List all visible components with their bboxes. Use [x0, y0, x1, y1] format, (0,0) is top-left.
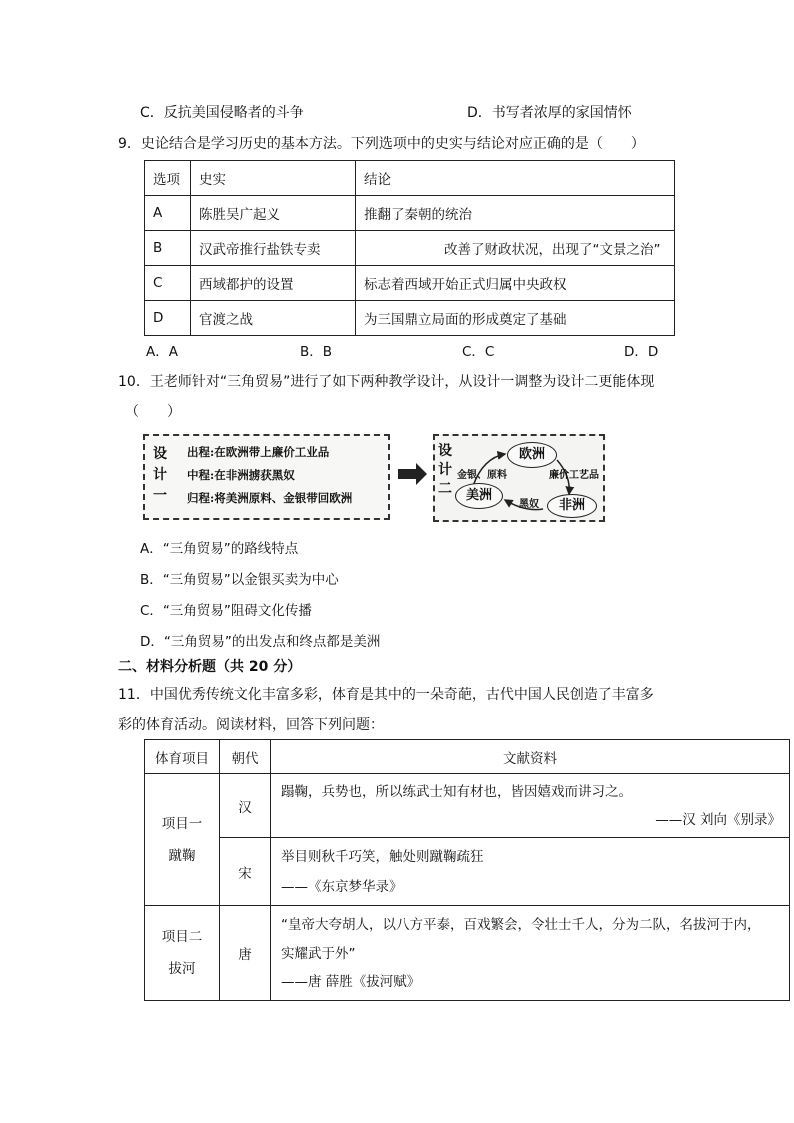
cell-fact: 西域都护的设置: [191, 266, 356, 301]
literature-han: [271, 774, 790, 838]
cell-option: C: [145, 266, 191, 301]
right-arrow-icon: [398, 469, 416, 479]
cell-fact: 陈胜吴广起义: [191, 196, 356, 231]
choice-d: D．“三角贸易”的出发点和终点都是美洲: [140, 634, 381, 650]
question-9-stem: 9．史论结合是学习历史的基本方法。下列选项中的史实与结论对应正确的是（ ）: [118, 136, 645, 152]
literature-source: ——汉 刘向《别录》: [655, 811, 781, 828]
header-conclusion: 结论: [356, 161, 675, 196]
literature-tang: [271, 906, 790, 1001]
question-9-table: [144, 160, 675, 336]
question-11-table: [144, 739, 790, 1001]
node-europe: 欧洲: [507, 442, 557, 468]
question-10-blank: （ ）: [125, 404, 181, 420]
option-b: B．B: [300, 344, 333, 360]
table-row: [145, 301, 675, 336]
dynasty-song: 宋: [220, 838, 271, 906]
node-america: 美洲: [455, 483, 503, 509]
design-two-box: [433, 434, 605, 522]
edge-label: 廉价工艺品: [549, 470, 599, 481]
dynasty-tang: 唐: [220, 906, 271, 1001]
question-10-stem: 10．王老师针对“三角贸易”进行了如下两种教学设计，从设计一调整为设计二更能体现: [118, 374, 655, 390]
literature-song: [271, 838, 790, 906]
header-fact: 史实: [191, 161, 356, 196]
cell-option: B: [145, 231, 191, 266]
header-literature: 文献资料: [271, 740, 790, 774]
table-row: [145, 231, 675, 266]
item-label: 项目二: [161, 929, 203, 945]
edge-label: 黑奴: [519, 499, 539, 510]
design-two-label: 设计二: [438, 443, 452, 497]
question-11-stem-cont: 彩的体育活动。阅读材料，回答下列问题：: [118, 717, 384, 733]
design-one-box: [143, 434, 390, 520]
table-row: [145, 774, 790, 838]
item-label: 项目一: [161, 815, 203, 832]
option-d: D．书写者浓厚的家国情怀: [467, 105, 632, 121]
item-name: 蹴鞠: [168, 847, 196, 864]
table-row: [145, 906, 790, 1001]
table-header-row: [145, 740, 790, 774]
question-11-stem: 11．中国优秀传统文化丰富多彩，体育是其中的一朵奇葩，古代中国人民创造了丰富多: [118, 687, 654, 703]
header-option: 选项: [145, 161, 191, 196]
cell-option: D: [145, 301, 191, 336]
design-one-row: 出程:在欧洲带上廉价工业品: [187, 445, 330, 459]
header-sport: 体育项目: [145, 740, 220, 774]
item-cuju: [145, 774, 220, 906]
table-header-row: [145, 161, 675, 196]
header-dynasty: 朝代: [220, 740, 271, 774]
item-name: 拔河: [168, 961, 196, 977]
cell-fact: 官渡之战: [191, 301, 356, 336]
cell-conclusion: 改善了财政状况，出现了“文景之治”: [356, 231, 675, 266]
cell-conclusion: 推翻了秦朝的统治: [356, 196, 675, 231]
question-9-options: [146, 340, 666, 360]
literature-text: 蹋鞠，兵势也，所以练武士知有材也，皆因嬉戏而讲习之。: [281, 783, 632, 800]
design-one-label: 设计一: [153, 446, 167, 504]
table-row: [145, 266, 675, 301]
design-one-row: 归程:将美洲原料、金银带回欧洲: [187, 491, 353, 505]
item-tug-of-war: [145, 906, 220, 1001]
choice-b: B．“三角贸易”以金银买卖为中心: [140, 572, 339, 588]
design-one-row: 中程:在非洲掳获黑奴: [187, 468, 295, 482]
cell-conclusion: 标志着西域开始正式归属中央政权: [356, 266, 675, 301]
option-c: C．C: [462, 344, 495, 360]
choice-c: C．“三角贸易”阻碍文化传播: [140, 603, 312, 619]
edge-label: 金银、原料: [457, 470, 507, 481]
option-a: A．A: [146, 344, 178, 360]
node-africa: 非洲: [547, 494, 597, 518]
section-title: 二、材料分析题（共 20 分）: [118, 659, 302, 675]
cell-fact: 汉武帝推行盐铁专卖: [191, 231, 356, 266]
literature-source: ——《东京梦华录》: [281, 878, 403, 895]
cell-option: A: [145, 196, 191, 231]
literature-source: ——唐 薛胜《拔河赋》: [281, 974, 421, 990]
choice-a: A．“三角贸易”的路线特点: [140, 541, 299, 557]
literature-text-cont: 实耀武于外”: [281, 946, 356, 962]
table-row: [145, 196, 675, 231]
table-row: [145, 838, 790, 906]
cell-conclusion: 为三国鼎立局面的形成奠定了基础: [356, 301, 675, 336]
option-c: C．反抗美国侵略者的斗争: [140, 105, 304, 121]
literature-text: “皇帝大夸胡人，以八方平泰，百戏繁会，令壮士千人，分为二队，名拔河于内，: [281, 917, 761, 933]
option-d: D．D: [624, 344, 659, 360]
dynasty-han: 汉: [220, 774, 271, 838]
literature-text: 举目则秋千巧笑，触处则蹴鞠疏狂: [281, 848, 484, 865]
